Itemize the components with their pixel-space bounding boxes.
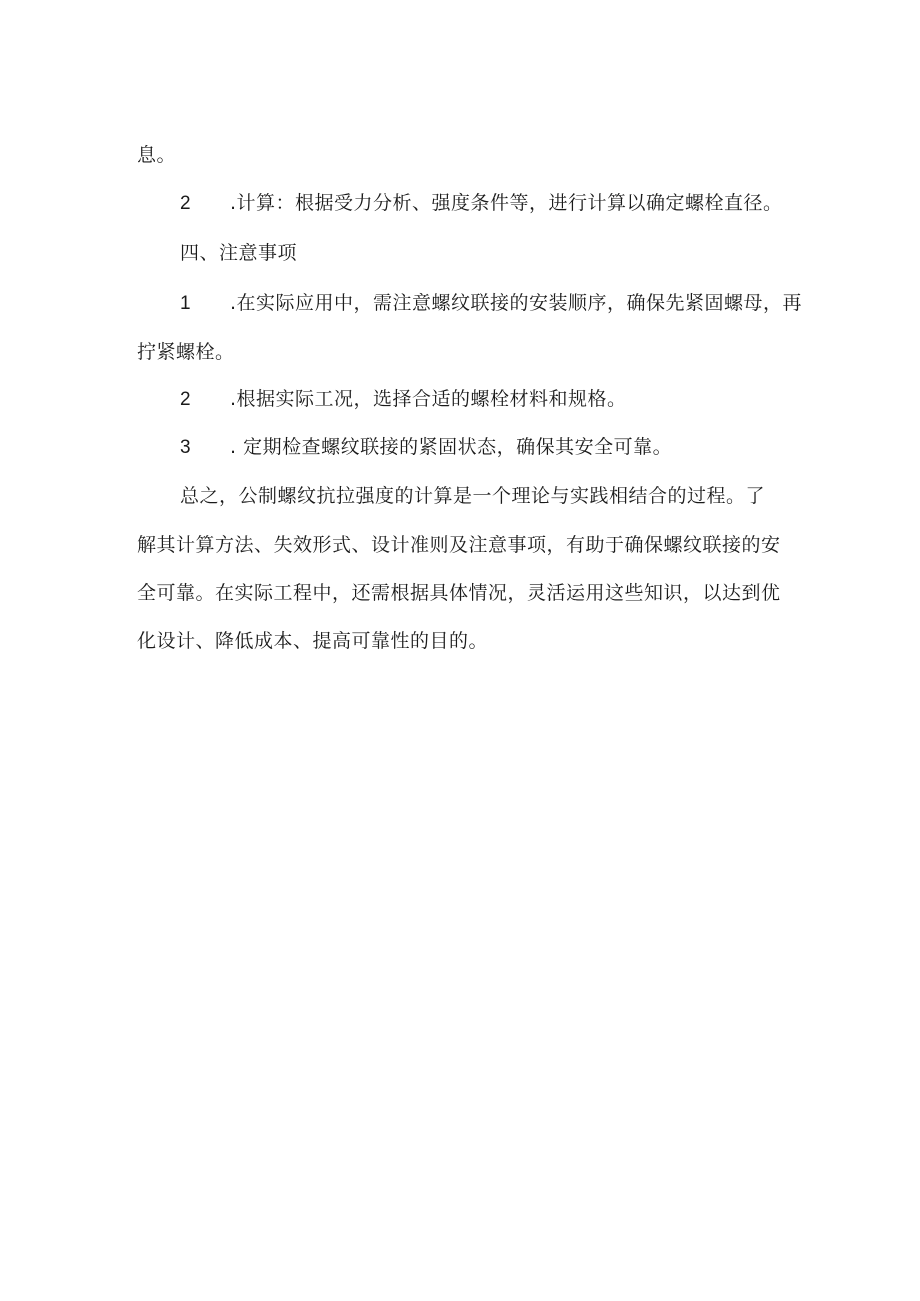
- paragraph-line: [137, 339, 235, 365]
- list-item-install-order: [180, 290, 802, 317]
- summary-line: [137, 532, 781, 558]
- list-item-text: . 定期检查螺纹联接的紧固状态，确保其安全可靠。: [230, 436, 673, 458]
- list-item-calculation: [180, 190, 783, 217]
- summary-line: [137, 628, 488, 654]
- section-heading: [180, 240, 297, 266]
- summary-line: [137, 580, 781, 606]
- text-segment: 全可靠。在实际工程中，还需根据具体情况，灵活运用这些知识，以达到优: [137, 582, 781, 604]
- text-segment: 拧紧螺栓。: [137, 341, 235, 363]
- list-item-text: .在实际应用中，需注意螺纹联接的安装顺序，确保先紧固螺母，再: [230, 292, 803, 314]
- text-segment: 化设计、降低成本、提高可靠性的目的。: [137, 630, 489, 652]
- list-number: 3: [180, 437, 192, 458]
- list-number: 2: [180, 193, 192, 214]
- text-segment: 总之，公制螺纹抗拉强度的计算是一个理论与实践相结合的过程。了: [180, 485, 766, 507]
- section-heading-text: 四、注意事项: [180, 242, 298, 264]
- list-item-inspection: [180, 434, 672, 461]
- text-segment: 息。: [137, 144, 177, 166]
- list-item-text: .根据实际工况，选择合适的螺栓材料和规格。: [230, 388, 627, 410]
- paragraph-line: [137, 142, 176, 168]
- list-number: 2: [180, 389, 192, 410]
- summary-line: [180, 483, 765, 509]
- list-item-text: .计算：根据受力分析、强度条件等，进行计算以确定螺栓直径。: [230, 192, 783, 214]
- list-number: 1: [180, 293, 192, 314]
- text-segment: 解其计算方法、失效形式、设计准则及注意事项，有助于确保螺纹联接的安: [137, 534, 781, 556]
- list-item-material: [180, 386, 627, 413]
